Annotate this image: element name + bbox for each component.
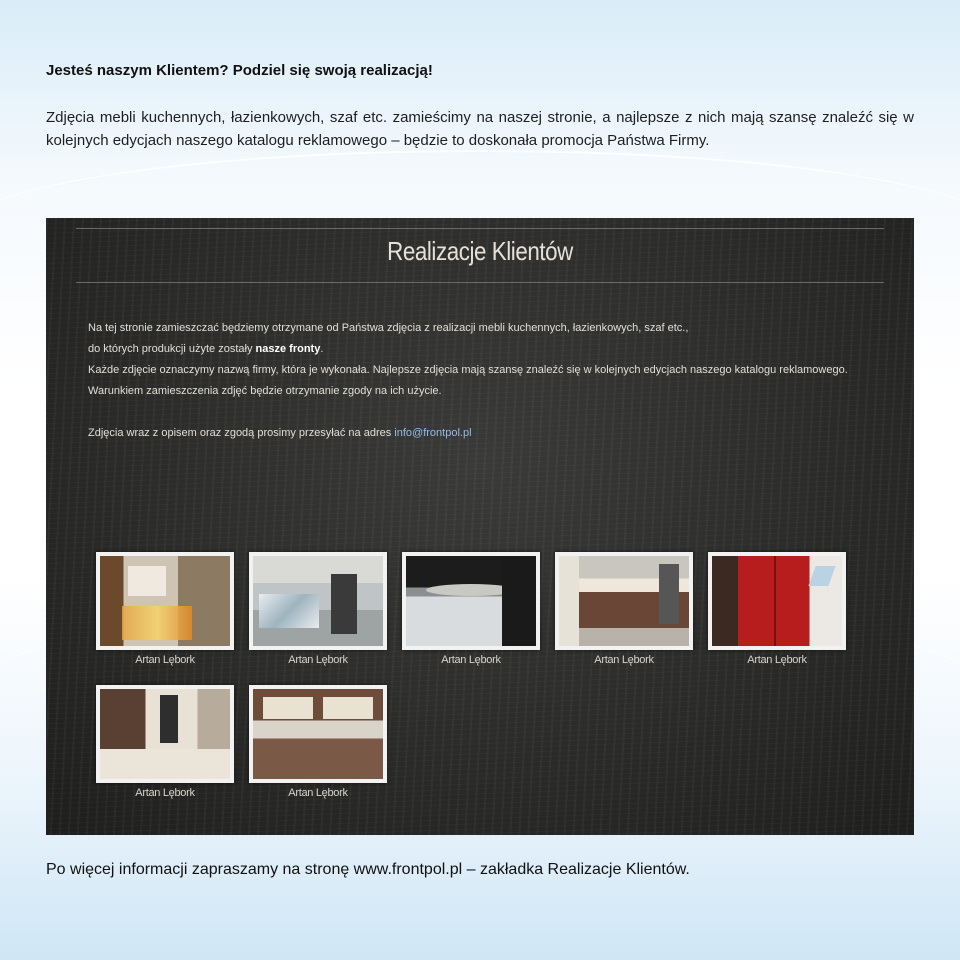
intro-paragraph: Zdjęcia mebli kuchennych, łazienkowych, szaf etc. zamieścimy na naszej stronie, a najlepsze z nich mają szansę znaleźć się w kolejnych edycjach naszego katalogu reklamowego – będzie to doskonała promocja Państwa Firmy.: [46, 109, 914, 149]
page-heading: Jesteś naszym Klientem? Podziel się swoją realizacją!: [46, 62, 433, 79]
gallery-photo[interactable]: [96, 685, 234, 783]
gallery-photo[interactable]: [249, 685, 387, 783]
gallery-photo[interactable]: [249, 552, 387, 650]
photo-caption: Artan Lębork: [135, 654, 195, 666]
description-line: Na tej stronie zamieszczać będziemy otrzymane od Państwa zdjęcia z realizacji mebli kuchennych, łazienkowych, szaf etc.,: [88, 322, 689, 334]
photo-caption: Artan Lębork: [288, 654, 348, 666]
description-line: Każde zdjęcie oznaczymy nazwą firmy, która je wykonała. Najlepsze zdjęcia mają szansę znaleźć się w kolejnych edycjach naszego katalogu reklamowego.: [88, 364, 848, 376]
photo-caption: Artan Lębork: [441, 654, 501, 666]
gallery-photo[interactable]: [96, 552, 234, 650]
email-link[interactable]: info@frontpol.pl: [394, 427, 472, 439]
gallery-photo[interactable]: [555, 552, 693, 650]
gallery-photo[interactable]: [708, 552, 846, 650]
description-text: .: [320, 343, 324, 355]
photo-caption: Artan Lębork: [747, 654, 807, 666]
footer-note: Po więcej informacji zapraszamy na stronę www.frontpol.pl – zakładka Realizacje Klientów.: [46, 861, 690, 878]
description-line: [88, 339, 878, 360]
description-line: [88, 423, 878, 444]
divider: [76, 282, 884, 283]
photo-caption: Artan Lębork: [135, 787, 195, 799]
description-line: Warunkiem zamieszczenia zdjęć będzie otrzymanie zgody na ich użycie.: [88, 385, 442, 397]
bold-text: nasze fronty: [255, 343, 321, 355]
description-text: do których produkcji użyte zostały: [88, 343, 256, 355]
photo-caption: Artan Lębork: [594, 654, 654, 666]
website-screenshot: [46, 218, 914, 835]
divider: [76, 228, 884, 229]
screenshot-title: Realizacje Klientów: [387, 236, 573, 266]
gallery-photo[interactable]: [402, 552, 540, 650]
photo-caption: Artan Lębork: [288, 787, 348, 799]
screenshot-description: [88, 318, 878, 444]
description-text: Zdjęcia wraz z opisem oraz zgodą prosimy przesyłać na adres: [88, 427, 395, 439]
